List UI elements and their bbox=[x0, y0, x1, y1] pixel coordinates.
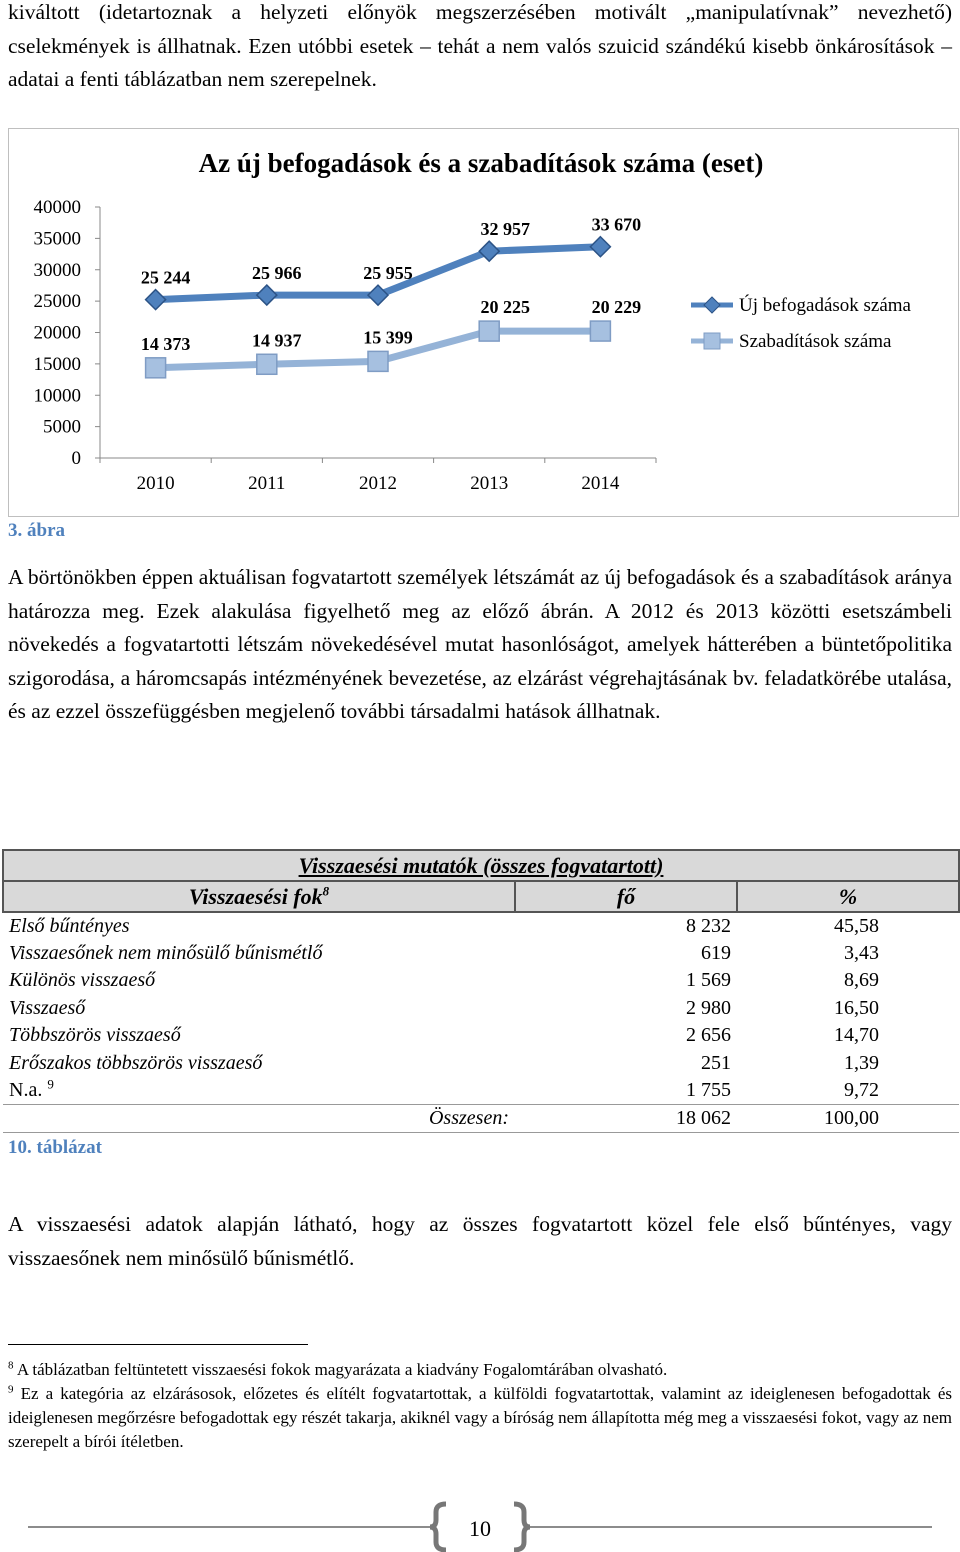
data-label: 20 225 bbox=[480, 297, 530, 318]
y-tick-label: 25000 bbox=[33, 291, 81, 313]
x-tick-label: 2013 bbox=[470, 473, 509, 494]
series-2-point bbox=[368, 351, 388, 371]
footnote-separator bbox=[8, 1344, 308, 1345]
row-percent: 14,70 bbox=[834, 1024, 879, 1047]
table-row bbox=[3, 940, 959, 968]
row-percent: 3,43 bbox=[844, 941, 879, 964]
legend-marker bbox=[704, 297, 720, 313]
row-label: Erőszakos többszörös visszaeső bbox=[9, 1051, 263, 1074]
data-label: 15 399 bbox=[363, 327, 413, 348]
row-label: Különös visszaeső bbox=[9, 969, 156, 992]
x-tick-label: 2010 bbox=[136, 473, 175, 494]
data-label: 25 244 bbox=[140, 267, 191, 288]
col-header-percent: % bbox=[737, 881, 959, 912]
series-2-point bbox=[590, 321, 610, 341]
series-1-point bbox=[146, 290, 166, 310]
series-1-point bbox=[257, 285, 277, 305]
series-1-point bbox=[479, 241, 499, 261]
series-1-point bbox=[368, 285, 388, 305]
table-title: Visszaesési mutatók (összes fogvatartott) bbox=[3, 850, 959, 881]
total-percent: 100,00 bbox=[737, 1105, 959, 1133]
x-tick-label: 2012 bbox=[359, 473, 397, 494]
page-footer bbox=[0, 1500, 960, 1552]
table-caption: 10. táblázat bbox=[8, 1137, 102, 1158]
row-count: 2 980 bbox=[686, 996, 731, 1019]
page-number: 10 bbox=[469, 1516, 491, 1541]
x-tick-label: 2011 bbox=[248, 473, 286, 494]
data-label: 32 957 bbox=[480, 219, 530, 240]
col-header-degree: Visszaesési fok$^8$ bbox=[3, 881, 515, 912]
total-label: Összesen: bbox=[3, 1105, 515, 1133]
row-percent: 1,39 bbox=[844, 1051, 879, 1074]
data-label: 33 670 bbox=[591, 214, 642, 235]
row-count: 619 bbox=[701, 941, 731, 964]
data-label: 14 373 bbox=[140, 333, 191, 354]
y-tick-label: 15000 bbox=[33, 353, 81, 375]
chart-container bbox=[8, 128, 959, 517]
row-label: Első bűntényes bbox=[9, 914, 130, 937]
col-header-count: fő bbox=[515, 881, 737, 912]
table-row bbox=[3, 1050, 959, 1078]
y-tick-label: 5000 bbox=[43, 416, 81, 438]
table-row bbox=[3, 967, 959, 995]
row-percent: 16,50 bbox=[834, 996, 879, 1019]
table-row bbox=[3, 912, 959, 940]
data-label: 25 955 bbox=[363, 263, 413, 284]
legend-marker bbox=[704, 333, 720, 349]
data-label: 14 937 bbox=[252, 330, 302, 351]
series-2-point bbox=[479, 321, 499, 341]
footnote-9: $^9$ Ez a kategória az elzárásosok, előzetes és elítélt fogvatartottak, a külföldi fogvatartottak, valamint az ideiglenesen befogadottak és ideiglenesen megőrzésre befogadottak egy részét takarja, akiknél vagy a bíróság nem állapította még meg a visszaesési fokot, vagy az nem szerepelt a bírói ítéletben. bbox=[8, 1383, 952, 1451]
intro-paragraph: kiváltott (idetartoznak a helyzeti előnyök megszerzésében motivált „manipulatívnak” nevezhető) cselekmények is állhatnak. Ezen utóbbi esetek – tehát a nem valós szuicid szándékú kisebb önkárosítások – adatai a fenti táblázatban nem szerepelnek. bbox=[8, 0, 952, 91]
row-count: 8 232 bbox=[686, 914, 731, 937]
y-tick-label: 10000 bbox=[33, 385, 81, 407]
row-label: Visszaesőnek nem minősülő bűnismétlő bbox=[9, 941, 323, 964]
x-tick-label: 2014 bbox=[581, 473, 620, 494]
table-row bbox=[3, 1022, 959, 1050]
footer-brace-left bbox=[430, 1504, 446, 1550]
row-count: 251 bbox=[701, 1051, 731, 1074]
line-chart bbox=[9, 129, 960, 518]
row-count: 1 569 bbox=[686, 969, 731, 992]
series-2-point bbox=[257, 354, 277, 374]
body-paragraph-3: A visszaesési adatok alapján látható, hogy az összes fogvatartott közel fele első bűntényes, vagy visszaesőnek nem minősülő bűnismétlő. bbox=[8, 1212, 952, 1270]
recidivism-table bbox=[2, 849, 960, 1133]
row-percent: 8,69 bbox=[844, 969, 879, 992]
row-label: Többszörös visszaeső bbox=[9, 1024, 181, 1047]
data-label: 25 966 bbox=[252, 263, 302, 284]
body-paragraph-2: A börtönökben éppen aktuálisan fogvatartott személyek létszámát az új befogadások és a szabadítások aránya határozza meg. Ezek alakulása figyelhető meg az előző ábrán. A 2012 és 2013 közötti esetszámbeli növekedés a fogvatartotti létszám növekedésével mutat hasonlóságot, amelyek hátterében a büntetőpolitika szigorodása, a háromcsapás intézményének bevezetése, az elzárást végrehajtásának bv. feladatkörébe utalása, és az ezzel összefüggésben megjelenő további társadalmi hatások állhatnak. bbox=[8, 565, 952, 723]
legend-label: Új befogadások száma bbox=[739, 295, 911, 316]
legend-label: Szabadítások száma bbox=[739, 331, 892, 352]
footnote-8: $^8$ A táblázatban feltüntetett visszaesési fokok magyarázata a kiadvány Fogalomtárában olvasható. bbox=[8, 1359, 668, 1379]
y-tick-label: 30000 bbox=[33, 259, 81, 281]
row-count: 1 755 bbox=[686, 1079, 731, 1101]
row-percent: 9,72 bbox=[844, 1079, 879, 1101]
row-percent: 45,58 bbox=[834, 914, 879, 937]
row-label: N.a. $^9$ bbox=[9, 1076, 54, 1101]
figure-caption: 3. ábra bbox=[8, 520, 65, 541]
table-row bbox=[3, 995, 959, 1023]
y-tick-label: 20000 bbox=[33, 322, 81, 344]
chart-title: Az új befogadások és a szabadítások száma (eset) bbox=[198, 148, 764, 178]
total-count: 18 062 bbox=[515, 1105, 737, 1133]
row-count: 2 656 bbox=[686, 1024, 731, 1047]
row-label: Visszaeső bbox=[9, 996, 86, 1019]
y-tick-label: 35000 bbox=[33, 228, 81, 250]
table-row bbox=[3, 1077, 959, 1105]
y-tick-label: 0 bbox=[71, 448, 81, 469]
y-tick-label: 40000 bbox=[33, 197, 81, 218]
series-2-point bbox=[146, 358, 166, 378]
series-1-point bbox=[590, 237, 610, 257]
data-label: 20 229 bbox=[591, 297, 642, 318]
footer-brace-right bbox=[514, 1504, 530, 1550]
